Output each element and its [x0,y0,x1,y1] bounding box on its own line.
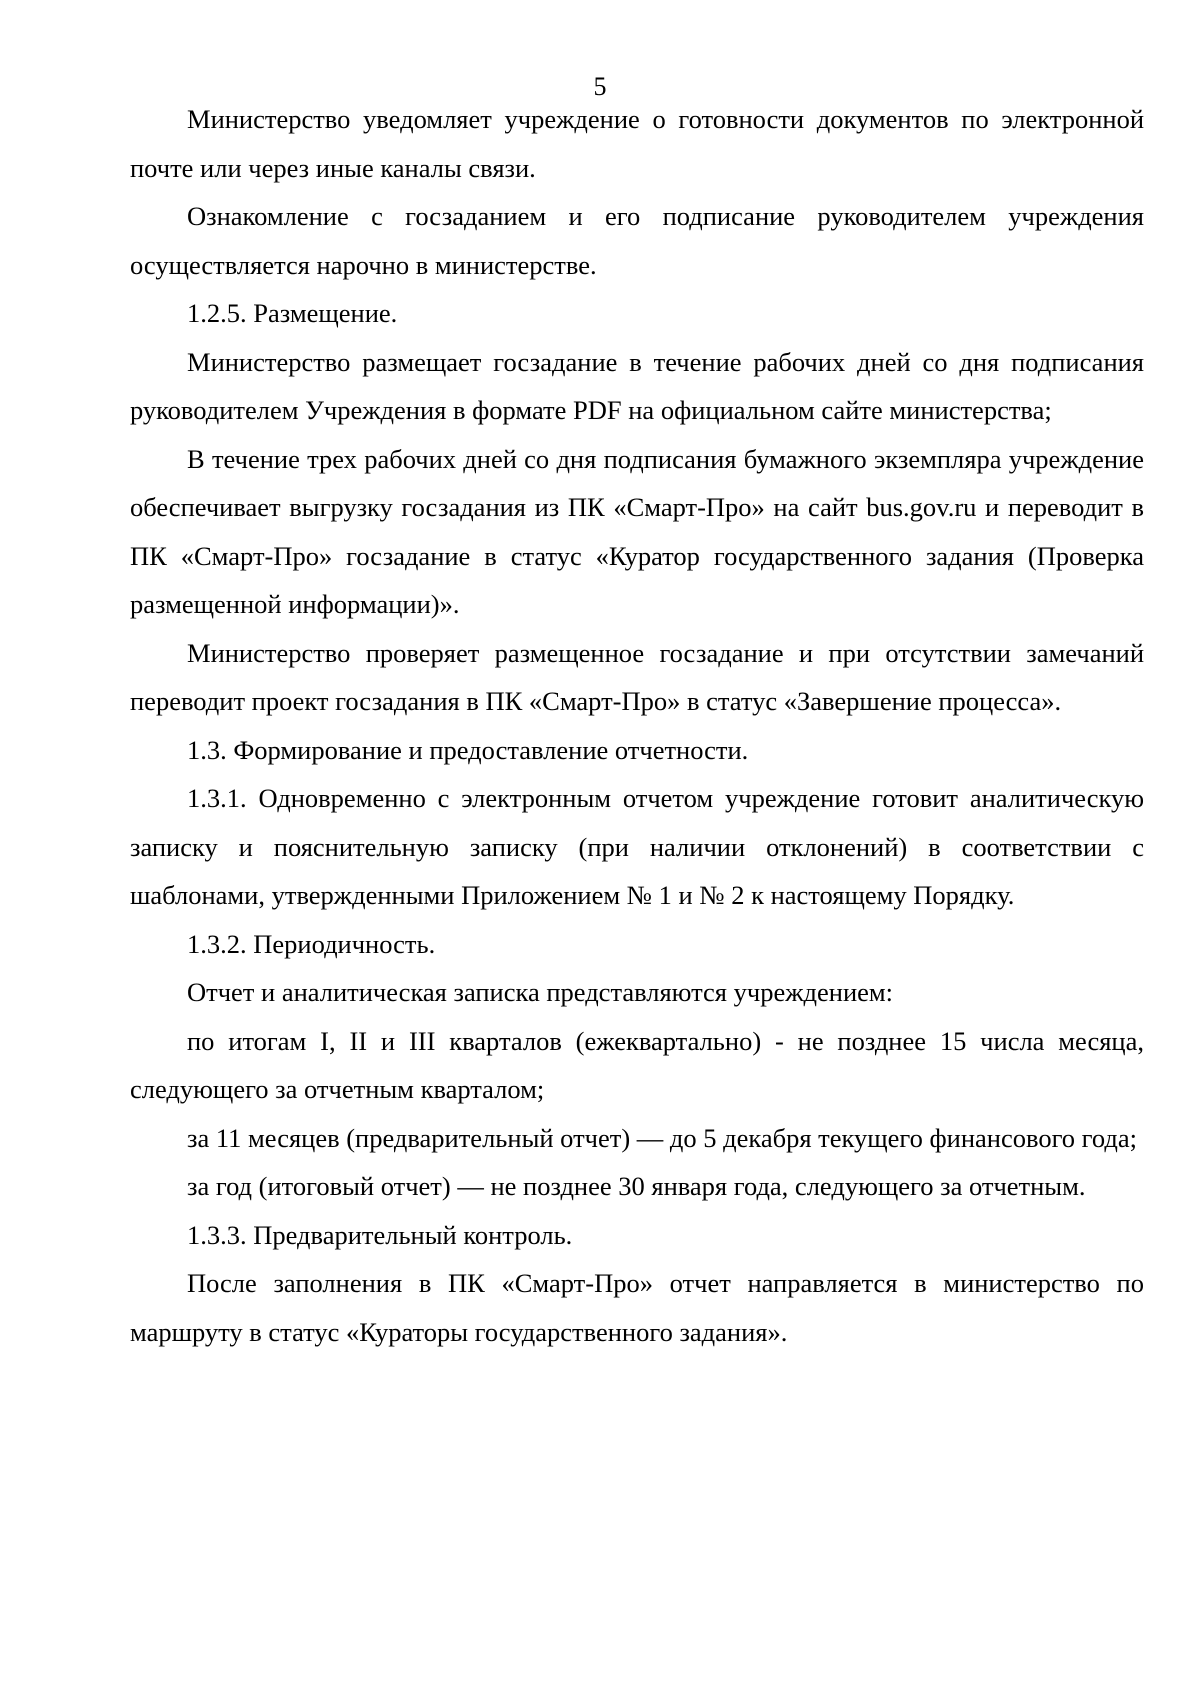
section-heading-1-2-5: 1.2.5. Размещение. [187,298,398,328]
paragraph-report-submitted: Отчет и аналитическая записка представляются учреждением: [187,977,894,1007]
section-heading-1-3-3: 1.3.3. Предварительный контроль. [187,1219,573,1250]
paragraph-upload-bus-gov: В течение трех рабочих дней со дня подписания бумажного экземпляра учреждение обеспечивает выгрузку госзадания из ПК «Смарт-Про» на сайт bus.gov.ru и переводит в ПК «Смарт-Про» госзадание в статус «Куратор государственного задания (Проверка размещенной информации)». [130,443,1144,619]
paragraph-1-3-1: 1.3.1. Одновременно с электронным отчетом учреждение готовит аналитическую записку и пояснительную записку (при наличии отклонений) в соответствии с шаблонами, утвержденными Приложением № 1 и № 2 к настоящему Порядку. [130,783,1144,910]
page-number: 5 [593,72,607,101]
paragraph-ministry-publishes: Министерство размещает госзадание в течение рабочих дней со дня подписания руководителем Учреждения в формате PDF на официальном сайте министерства; [130,346,1144,425]
paragraph-ministry-notifies: Министерство уведомляет учреждение о готовности документов по электронной почте или через иные каналы связи. [130,104,1144,183]
paragraph-after-filling: После заполнения в ПК «Смарт-Про» отчет направляется в министерство по маршруту в статус «Кураторы государственного задания». [130,1268,1144,1347]
paragraph-eleven-months: за 11 месяцев (предварительный отчет) — до 5 декабря текущего финансового года; [187,1122,1137,1153]
paragraph-ministry-checks: Министерство проверяет размещенное госзадание и при отсутствии замечаний переводит проект госзадания в ПК «Смарт-Про» в статус «Завершение процесса». [130,637,1144,716]
paragraph-familiarization: Ознакомление с госзаданием и его подписание руководителем учреждения осуществляется нарочно в министерстве. [130,201,1144,280]
section-heading-1-3-2: 1.3.2. Периодичность. [187,928,436,959]
paragraph-annual: за год (итоговый отчет) — не позднее 30 января года, следующего за отчетным. [187,1171,1086,1201]
section-heading-1-3: 1.3. Формирование и предоставление отчетности. [187,734,749,765]
paragraph-quarterly: по итогам I, II и III кварталов (ежеквартально) - не позднее 15 числа месяца, следующего за отчетным кварталом; [130,1025,1144,1104]
document-body [130,95,1144,1356]
